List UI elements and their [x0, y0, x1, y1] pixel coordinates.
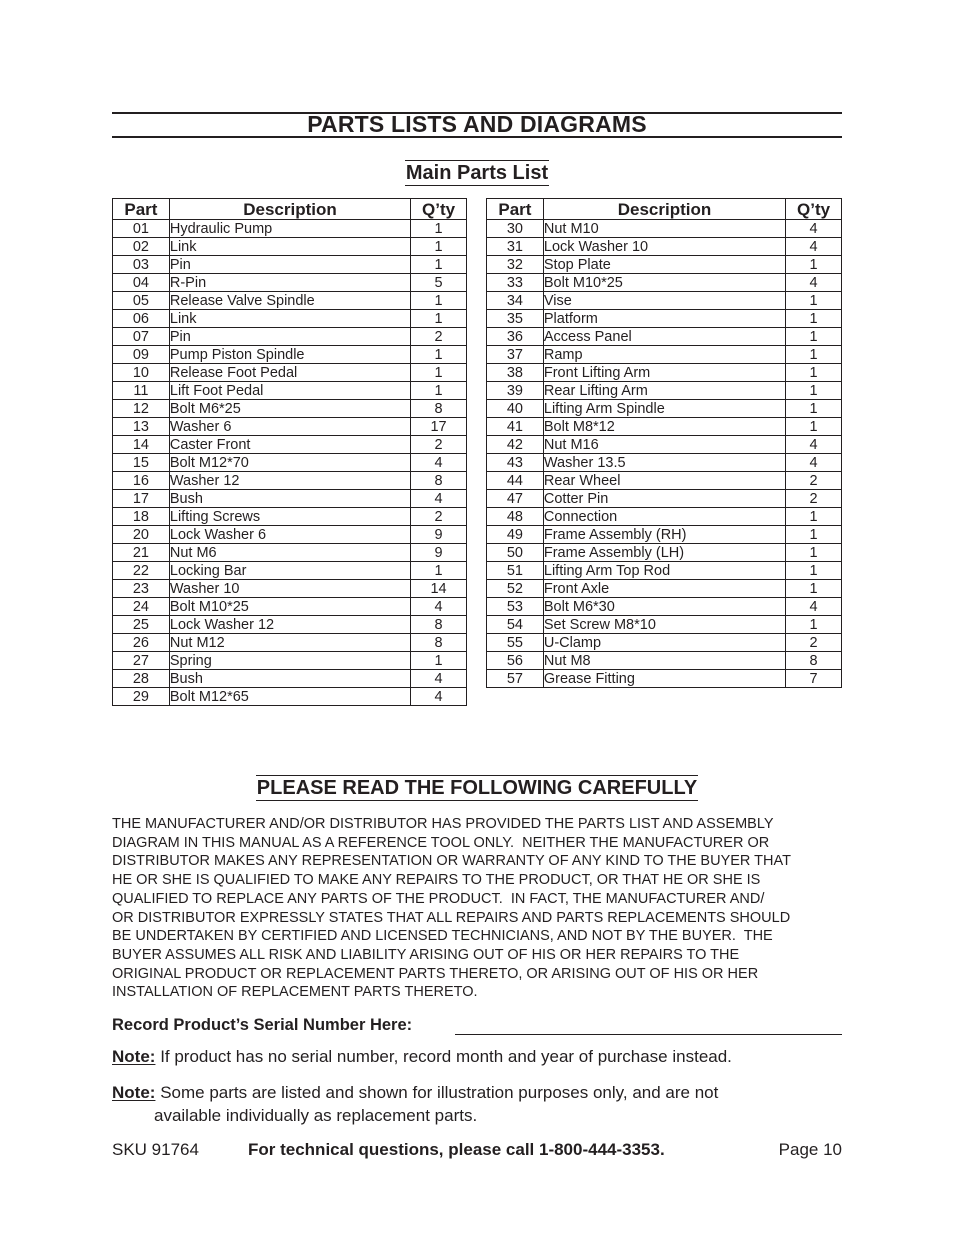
table-row — [113, 526, 467, 544]
warning-line: HE OR SHE IS QUALIFIED TO MAKE ANY REPAIRS TO THE PRODUCT, OR THAT HE OR SHE IS — [112, 872, 761, 889]
description-cell: Bolt M6*25 — [169, 400, 410, 418]
table-row — [113, 382, 467, 400]
table-row — [113, 454, 467, 472]
quantity-cell: 4 — [786, 220, 842, 238]
part-number-cell: 29 — [113, 688, 170, 706]
quantity-cell: 4 — [786, 454, 842, 472]
part-number-cell: 21 — [113, 544, 170, 562]
part-number-cell: 44 — [487, 472, 544, 490]
table-row — [113, 310, 467, 328]
part-number-cell: 32 — [487, 256, 544, 274]
table-row — [113, 238, 467, 256]
table-row — [487, 634, 842, 652]
part-number-cell: 28 — [113, 670, 170, 688]
page-title: PARTS LISTS AND DIAGRAMS — [307, 111, 647, 137]
description-cell: Lock Washer 6 — [169, 526, 410, 544]
quantity-cell: 8 — [411, 472, 467, 490]
part-number-cell: 18 — [113, 508, 170, 526]
description-cell: Lifting Arm Top Rod — [543, 562, 785, 580]
part-number-cell: 34 — [487, 292, 544, 310]
description-cell: Caster Front — [169, 436, 410, 454]
parts-table-right — [486, 198, 842, 688]
table-row — [487, 544, 842, 562]
quantity-cell: 1 — [786, 400, 842, 418]
part-number-cell: 48 — [487, 508, 544, 526]
part-number-cell: 11 — [113, 382, 170, 400]
description-cell: Bolt M8*12 — [543, 418, 785, 436]
table-row — [487, 364, 842, 382]
warning-line: THE MANUFACTURER AND/OR DISTRIBUTOR HAS PROVIDED THE PARTS LIST AND ASSEMBLY — [112, 816, 774, 832]
serial-number-label: Record Product’s Serial Number Here: — [112, 1016, 413, 1034]
footer-sku: SKU 91764 — [112, 1140, 199, 1159]
quantity-cell: 4 — [786, 598, 842, 616]
footer-tech-support: For technical questions, please call 1-800-444-3353. — [248, 1140, 665, 1159]
part-number-cell: 17 — [113, 490, 170, 508]
quantity-cell: 8 — [411, 634, 467, 652]
quantity-cell: 1 — [411, 238, 467, 256]
table-row — [487, 220, 842, 238]
description-cell: Washer 10 — [169, 580, 410, 598]
col-description-header: Description — [169, 199, 410, 220]
quantity-cell: 4 — [786, 238, 842, 256]
description-cell: Platform — [543, 310, 785, 328]
part-number-cell: 31 — [487, 238, 544, 256]
table-row — [113, 670, 467, 688]
part-number-cell: 39 — [487, 382, 544, 400]
description-cell: R-Pin — [169, 274, 410, 292]
note-text-line1: Some parts are listed and shown for illustration purposes only, and are not — [160, 1083, 719, 1102]
part-number-cell: 06 — [113, 310, 170, 328]
description-cell: Lifting Arm Spindle — [543, 400, 785, 418]
quantity-cell: 1 — [786, 346, 842, 364]
quantity-cell: 2 — [411, 328, 467, 346]
part-number-cell: 35 — [487, 310, 544, 328]
quantity-cell: 1 — [786, 508, 842, 526]
table-row — [113, 346, 467, 364]
part-number-cell: 36 — [487, 328, 544, 346]
table-row — [113, 580, 467, 598]
note-serial — [112, 1045, 732, 1068]
part-number-cell: 03 — [113, 256, 170, 274]
part-number-cell: 38 — [487, 364, 544, 382]
part-number-cell: 52 — [487, 580, 544, 598]
quantity-cell: 1 — [786, 382, 842, 400]
part-number-cell: 10 — [113, 364, 170, 382]
quantity-cell: 1 — [411, 364, 467, 382]
part-number-cell: 49 — [487, 526, 544, 544]
table-row — [113, 634, 467, 652]
warning-heading: PLEASE READ THE FOLLOWING CAREFULLY — [256, 777, 698, 799]
quantity-cell: 9 — [411, 526, 467, 544]
table-row — [487, 418, 842, 436]
part-number-cell: 01 — [113, 220, 170, 238]
description-cell: Link — [169, 310, 410, 328]
quantity-cell: 2 — [786, 472, 842, 490]
quantity-cell: 8 — [411, 400, 467, 418]
description-cell: Set Screw M8*10 — [543, 616, 785, 634]
description-cell: Lock Washer 10 — [543, 238, 785, 256]
note-text: If product has no serial number, record month and year of purchase instead. — [160, 1047, 732, 1066]
description-cell: Rear Lifting Arm — [543, 382, 785, 400]
quantity-cell: 2 — [411, 436, 467, 454]
description-cell: Washer 12 — [169, 472, 410, 490]
quantity-cell: 1 — [411, 310, 467, 328]
quantity-cell: 1 — [786, 616, 842, 634]
description-cell: Nut M16 — [543, 436, 785, 454]
quantity-cell: 1 — [786, 256, 842, 274]
part-number-cell: 25 — [113, 616, 170, 634]
quantity-cell: 4 — [786, 436, 842, 454]
description-cell: Nut M8 — [543, 652, 785, 670]
col-part-header: Part — [113, 199, 170, 220]
quantity-cell: 8 — [786, 652, 842, 670]
quantity-cell: 1 — [786, 526, 842, 544]
quantity-cell: 4 — [786, 274, 842, 292]
description-cell: Cotter Pin — [543, 490, 785, 508]
table-row — [487, 598, 842, 616]
table-row — [487, 454, 842, 472]
warning-line: BUYER ASSUMES ALL RISK AND LIABILITY ARISING OUT OF HIS OR HER REPAIRS TO THE — [112, 946, 740, 963]
table-row — [113, 400, 467, 418]
description-cell: Release Valve Spindle — [169, 292, 410, 310]
description-cell: Pin — [169, 328, 410, 346]
description-cell: Bolt M12*70 — [169, 454, 410, 472]
description-cell: Vise — [543, 292, 785, 310]
subtitle-wrap — [0, 160, 954, 186]
part-number-cell: 24 — [113, 598, 170, 616]
quantity-cell: 1 — [786, 580, 842, 598]
description-cell: Nut M12 — [169, 634, 410, 652]
col-part-header: Part — [487, 199, 544, 220]
description-cell: Pin — [169, 256, 410, 274]
part-number-cell: 47 — [487, 490, 544, 508]
description-cell: Bolt M10*25 — [543, 274, 785, 292]
warning-heading-wrap — [0, 775, 954, 801]
quantity-cell: 4 — [411, 598, 467, 616]
quantity-cell: 1 — [786, 544, 842, 562]
quantity-cell: 1 — [411, 292, 467, 310]
table-row — [487, 400, 842, 418]
note-text-line2: available individually as replacement parts. — [154, 1106, 478, 1125]
quantity-cell: 5 — [411, 274, 467, 292]
table-row — [113, 508, 467, 526]
part-number-cell: 37 — [487, 346, 544, 364]
part-number-cell: 40 — [487, 400, 544, 418]
quantity-cell: 17 — [411, 418, 467, 436]
description-cell: Nut M6 — [169, 544, 410, 562]
part-number-cell: 09 — [113, 346, 170, 364]
quantity-cell: 9 — [411, 544, 467, 562]
quantity-cell: 8 — [411, 616, 467, 634]
description-cell: Lift Foot Pedal — [169, 382, 410, 400]
description-cell: Lifting Screws — [169, 508, 410, 526]
quantity-cell: 4 — [411, 454, 467, 472]
part-number-cell: 41 — [487, 418, 544, 436]
description-cell: Washer 6 — [169, 418, 410, 436]
quantity-cell: 1 — [411, 346, 467, 364]
table-header-row — [487, 199, 842, 220]
description-cell: Bolt M12*65 — [169, 688, 410, 706]
warning-line: DIAGRAM IN THIS MANUAL AS A REFERENCE TOOL ONLY. NEITHER THE MANUFACTURER OR — [112, 834, 770, 851]
table-row — [113, 436, 467, 454]
table-row — [113, 274, 467, 292]
warning-line: INSTALLATION OF REPLACEMENT PARTS THERETO. — [112, 984, 478, 1001]
description-cell: Frame Assembly (RH) — [543, 526, 785, 544]
part-number-cell: 02 — [113, 238, 170, 256]
part-number-cell: 23 — [113, 580, 170, 598]
description-cell: Stop Plate — [543, 256, 785, 274]
description-cell: Frame Assembly (LH) — [543, 544, 785, 562]
quantity-cell: 1 — [411, 562, 467, 580]
main-parts-list-heading: Main Parts List — [405, 162, 549, 184]
quantity-cell: 7 — [786, 670, 842, 688]
warning-body — [112, 815, 848, 1002]
description-cell: Hydraulic Pump — [169, 220, 410, 238]
table-row — [487, 292, 842, 310]
part-number-cell: 20 — [113, 526, 170, 544]
part-number-cell: 14 — [113, 436, 170, 454]
warning-line: OR DISTRIBUTOR EXPRESSLY STATES THAT ALL REPAIRS AND PARTS REPLACEMENTS SHOULD — [112, 909, 791, 926]
quantity-cell: 2 — [786, 490, 842, 508]
table-row — [487, 616, 842, 634]
description-cell: Bolt M6*30 — [543, 598, 785, 616]
table-row — [487, 382, 842, 400]
part-number-cell: 12 — [113, 400, 170, 418]
quantity-cell: 2 — [786, 634, 842, 652]
description-cell: Spring — [169, 652, 410, 670]
part-number-cell: 51 — [487, 562, 544, 580]
part-number-cell: 57 — [487, 670, 544, 688]
table-row — [113, 490, 467, 508]
quantity-cell: 1 — [786, 310, 842, 328]
parts-table-left — [112, 198, 467, 706]
part-number-cell: 27 — [113, 652, 170, 670]
quantity-cell: 1 — [786, 364, 842, 382]
description-cell: Washer 13.5 — [543, 454, 785, 472]
description-cell: Front Axle — [543, 580, 785, 598]
description-cell: Lock Washer 12 — [169, 616, 410, 634]
description-cell: Release Foot Pedal — [169, 364, 410, 382]
part-number-cell: 30 — [487, 220, 544, 238]
table-row — [487, 238, 842, 256]
table-row — [487, 670, 842, 688]
quantity-cell: 4 — [411, 688, 467, 706]
description-cell: Nut M10 — [543, 220, 785, 238]
part-number-cell: 04 — [113, 274, 170, 292]
table-row — [113, 652, 467, 670]
part-number-cell: 54 — [487, 616, 544, 634]
description-cell: Bush — [169, 490, 410, 508]
title-bottom-rule — [112, 136, 842, 138]
description-cell: Rear Wheel — [543, 472, 785, 490]
description-cell: Locking Bar — [169, 562, 410, 580]
warning-line: ORIGINAL PRODUCT OR REPLACEMENT PARTS THERETO, OR ARISING OUT OF HIS OR HER — [112, 965, 759, 982]
quantity-cell: 1 — [411, 220, 467, 238]
description-cell: Access Panel — [543, 328, 785, 346]
part-number-cell: 55 — [487, 634, 544, 652]
serial-number-blank-line — [455, 1034, 842, 1035]
table-row — [113, 364, 467, 382]
description-cell: Grease Fitting — [543, 670, 785, 688]
quantity-cell: 4 — [411, 670, 467, 688]
quantity-cell: 1 — [411, 256, 467, 274]
table-row — [487, 562, 842, 580]
table-row — [487, 490, 842, 508]
part-number-cell: 05 — [113, 292, 170, 310]
warning-line: QUALIFIED TO REPLACE ANY PARTS OF THE PRODUCT. IN FACT, THE MANUFACTURER AND/ — [112, 890, 765, 907]
part-number-cell: 13 — [113, 418, 170, 436]
warning-line: BE UNDERTAKEN BY CERTIFIED AND LICENSED TECHNICIANS, AND NOT BY THE BUYER. THE — [112, 928, 773, 945]
table-row — [113, 220, 467, 238]
quantity-cell: 1 — [411, 652, 467, 670]
table-row — [113, 598, 467, 616]
footer-page-number: Page 10 — [778, 1140, 842, 1159]
note-illustration — [112, 1081, 832, 1127]
part-number-cell: 53 — [487, 598, 544, 616]
table-row — [487, 256, 842, 274]
description-cell: Link — [169, 238, 410, 256]
note-label: Note: — [112, 1083, 156, 1102]
table-row — [113, 688, 467, 706]
table-row — [113, 328, 467, 346]
table-row — [113, 256, 467, 274]
table-row — [487, 310, 842, 328]
description-cell: Front Lifting Arm — [543, 364, 785, 382]
description-cell: Bush — [169, 670, 410, 688]
table-row — [487, 346, 842, 364]
quantity-cell: 2 — [411, 508, 467, 526]
note-label: Note: — [112, 1047, 156, 1066]
part-number-cell: 22 — [113, 562, 170, 580]
table-row — [487, 274, 842, 292]
part-number-cell: 33 — [487, 274, 544, 292]
description-cell: Ramp — [543, 346, 785, 364]
quantity-cell: 1 — [786, 418, 842, 436]
table-row — [113, 472, 467, 490]
table-row — [113, 616, 467, 634]
part-number-cell: 50 — [487, 544, 544, 562]
table-row — [487, 508, 842, 526]
quantity-cell: 1 — [411, 382, 467, 400]
part-number-cell: 26 — [113, 634, 170, 652]
table-row — [487, 652, 842, 670]
quantity-cell: 1 — [786, 292, 842, 310]
col-qty-header: Q’ty — [411, 199, 467, 220]
description-cell: Connection — [543, 508, 785, 526]
table-row — [487, 472, 842, 490]
table-row — [113, 544, 467, 562]
table-row — [113, 418, 467, 436]
description-cell: Pump Piston Spindle — [169, 346, 410, 364]
table-row — [487, 436, 842, 454]
part-number-cell: 07 — [113, 328, 170, 346]
table-row — [487, 328, 842, 346]
part-number-cell: 15 — [113, 454, 170, 472]
description-cell: U-Clamp — [543, 634, 785, 652]
part-number-cell: 42 — [487, 436, 544, 454]
part-number-cell: 43 — [487, 454, 544, 472]
table-row — [487, 526, 842, 544]
table-row — [113, 292, 467, 310]
description-cell: Bolt M10*25 — [169, 598, 410, 616]
quantity-cell: 1 — [786, 328, 842, 346]
quantity-cell: 14 — [411, 580, 467, 598]
warning-line: DISTRIBUTOR MAKES ANY REPRESENTATION OR WARRANTY OF ANY KIND TO THE BUYER THAT — [112, 853, 791, 870]
part-number-cell: 16 — [113, 472, 170, 490]
col-description-header: Description — [543, 199, 785, 220]
part-number-cell: 56 — [487, 652, 544, 670]
quantity-cell: 4 — [411, 490, 467, 508]
table-row — [113, 562, 467, 580]
quantity-cell: 1 — [786, 562, 842, 580]
table-row — [487, 580, 842, 598]
col-qty-header: Q’ty — [786, 199, 842, 220]
table-header-row — [113, 199, 467, 220]
